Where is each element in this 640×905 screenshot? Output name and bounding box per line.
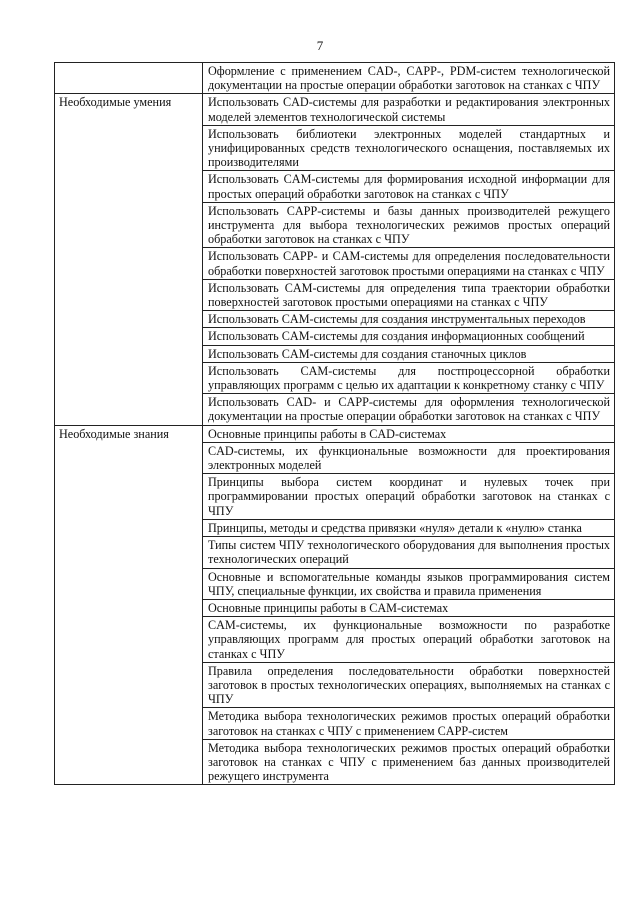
- row-text: Основные принципы работы в CAM-системах: [203, 599, 615, 616]
- row-text: Методика выбора технологических режимов простых операций обработки заготовок на станках с ЧПУ с применением CAPP-систем: [203, 708, 615, 739]
- row-text: Использовать CAM-системы для создания информационных сообщений: [203, 328, 615, 345]
- row-text: Использовать CAM-системы для определения типа траектории обработки поверхностей заготовок простыми операциями на станках с ЧПУ: [203, 279, 615, 310]
- section-label-knowledge: Необходимые знания: [55, 425, 203, 785]
- row-text: Принципы, методы и средства привязки «нуля» детали к «нулю» станка: [203, 519, 615, 536]
- table-row: [55, 425, 615, 442]
- row-text: Основные и вспомогательные команды языков программирования систем ЧПУ, специальные функции, их свойства и правила применения: [203, 568, 615, 599]
- table-row: [55, 63, 615, 94]
- section-label-skills: Необходимые умения: [55, 94, 203, 425]
- requirements-table: [54, 62, 615, 785]
- row-text: Основные принципы работы в CAD-системах: [203, 425, 615, 442]
- row-text: Методика выбора технологических режимов простых операций обработки заготовок на станках с ЧПУ с применением баз данных производителей режущего инструмента: [203, 739, 615, 785]
- row-label: [55, 63, 203, 94]
- row-text: Оформление с применением CAD-, CAPP-, PDM-систем технологической документации на простые операции обработки заготовок на станках с ЧПУ: [203, 63, 615, 94]
- page-number: 7: [316, 38, 324, 53]
- row-text: Использовать CAD- и CAPP-системы для оформления технологической документации на простые операции обработки заготовок на станках с ЧПУ: [203, 394, 615, 425]
- row-text: CAD-системы, их функциональные возможности для проектирования электронных моделей: [203, 442, 615, 473]
- row-text: Использовать CAD-системы для разработки и редактирования электронных моделей элементов технологической системы: [203, 94, 615, 125]
- table-row: [55, 94, 615, 125]
- row-text: Использовать CAM-системы для формирования исходной информации для простых операций обработки заготовок на станках с ЧПУ: [203, 171, 615, 202]
- row-text: Правила определения последовательности обработки поверхностей заготовок в простых технологических операциях, выполняемых на станках с ЧПУ: [203, 662, 615, 708]
- row-text: Использовать CAM-системы для постпроцессорной обработки управляющих программ с целью их адаптации к конкретному станку с ЧПУ: [203, 362, 615, 393]
- row-text: Принципы выбора систем координат и нулевых точек при программировании простых операций обработки заготовок на станках с ЧПУ: [203, 474, 615, 520]
- row-text: Использовать библиотеки электронных моделей стандартных и унифицированных средств технологического оснащения, поставляемых их производителями: [203, 125, 615, 171]
- row-text: Использовать CAPP- и CAM-системы для определения последовательности обработки поверхностей заготовок простыми операциями на станках с ЧПУ: [203, 248, 615, 279]
- row-text: Использовать CAM-системы для создания инструментальных переходов: [203, 311, 615, 328]
- row-text: Использовать CAPP-системы и базы данных производителей режущего инструмента для выбора технологических режимов простых операций обработки заготовок на станках с ЧПУ: [203, 202, 615, 248]
- row-text: CAM-системы, их функциональные возможности по разработке управляющих программ для простых операций обработки заготовок на станках с ЧПУ: [203, 617, 615, 663]
- row-text: Использовать CAM-системы для создания станочных циклов: [203, 345, 615, 362]
- row-text: Типы систем ЧПУ технологического оборудования для выполнения простых технологических операций: [203, 537, 615, 568]
